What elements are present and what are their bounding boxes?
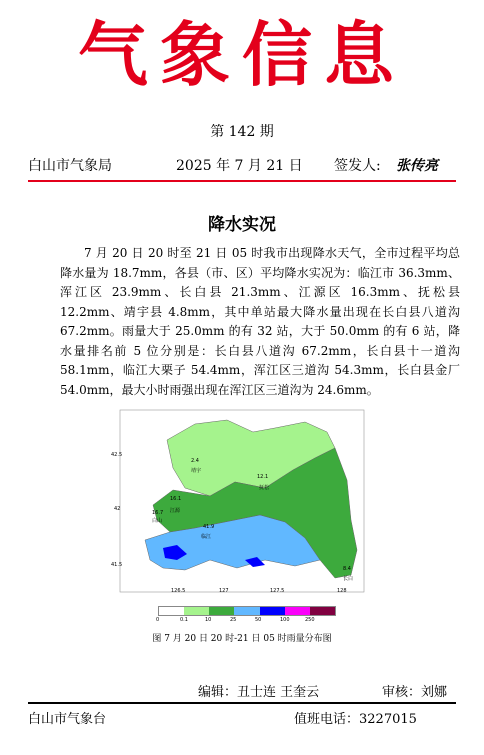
issue-date: 2025 年 7 月 21 日 — [176, 158, 303, 174]
station-name: 长白 — [343, 576, 354, 582]
reviewer: 审核：刘娜 — [382, 685, 448, 700]
editors: 编辑：丑士连 王奎云 — [198, 685, 320, 700]
legend-bar — [158, 606, 336, 616]
article-paragraph: 7 月 20 日 20 时至 21 日 05 时我市出现降水天气，全市过程平均总降水量为 18.7mm，各县（市、区）平均降水实况为：临江市 36.3mm、浑江区 23.9mm、长白县 21.3mm、江源区 16.3mm、抚松县 12.2mm、靖宇县 4.8mm，其中单站最大降水量出现在长白县八道沟 67.2mm。雨量大于 25.0mm 的有 32 站，大于 50.0mm 的有 6 站，降水量排名前 5 位分别是：长白县八道沟 67.2mm，长白县十一道沟 58.1mm，临江大栗子 54.4mm，浑江区三道沟 54.3mm，长白县金厂 54.0mm，最大小时雨强出现在浑江区三道沟为 24.6mm。 — [60, 246, 460, 397]
signer-label: 签发人: — [334, 158, 381, 174]
station-name: 白山 — [152, 518, 163, 524]
issue-number: 第 142 期 — [210, 124, 274, 140]
station-value: 16.7 — [152, 510, 164, 516]
footer-divider — [28, 702, 456, 704]
legend-labels — [150, 617, 350, 627]
legend-swatch — [184, 607, 209, 615]
legend-label: 10 — [205, 617, 212, 623]
station-value: 12.1 — [257, 474, 269, 480]
rainfall-map — [111, 410, 371, 620]
legend-swatch — [209, 607, 234, 615]
issuer: 白山市气象局 — [28, 158, 112, 174]
station-value: 16.1 — [170, 496, 182, 502]
lon-tick: 127 — [219, 588, 229, 594]
signer-signature: 张传亮 — [396, 158, 438, 174]
lat-tick: 41.5 — [111, 562, 123, 568]
legend-swatch — [234, 607, 259, 615]
duty-phone: 值班电话：3227015 — [294, 712, 417, 727]
footer-contact — [28, 708, 456, 728]
lat-tick: 42.5 — [111, 452, 123, 458]
legend-label: 100 — [280, 617, 290, 623]
legend-swatch — [260, 607, 285, 615]
lon-tick: 126.5 — [171, 588, 186, 594]
lat-tick: 42 — [114, 506, 121, 512]
legend-label: 50 — [255, 617, 262, 623]
footer-credits — [28, 681, 456, 701]
station-name: 临江 — [201, 534, 212, 540]
legend-label: 0 — [156, 617, 160, 623]
station-name: 抚松 — [259, 485, 270, 491]
station-value: 8.4 — [343, 566, 351, 572]
legend-swatch — [310, 607, 335, 615]
masthead-title: 气象信息 — [78, 13, 406, 96]
lon-tick: 127.5 — [270, 588, 285, 594]
station-value: 41.9 — [203, 524, 215, 530]
legend-label: 0.1 — [180, 617, 188, 623]
legend-swatch — [159, 607, 184, 615]
legend-label: 25 — [230, 617, 237, 623]
legend-swatch — [285, 607, 310, 615]
article-body — [60, 244, 460, 400]
meta-row — [28, 155, 456, 177]
article-title: 降水实况 — [208, 215, 276, 235]
lon-tick: 128 — [337, 588, 347, 594]
station-name: 靖宇 — [191, 468, 202, 474]
map-caption: 图 7 月 20 日 20 时-21 日 05 时雨量分布图 — [152, 634, 332, 644]
station-name: 江源 — [170, 508, 181, 514]
office-name: 白山市气象台 — [28, 712, 107, 727]
legend-label: 250 — [305, 617, 315, 623]
station-value: 2.4 — [191, 458, 199, 464]
header-divider — [28, 180, 456, 182]
